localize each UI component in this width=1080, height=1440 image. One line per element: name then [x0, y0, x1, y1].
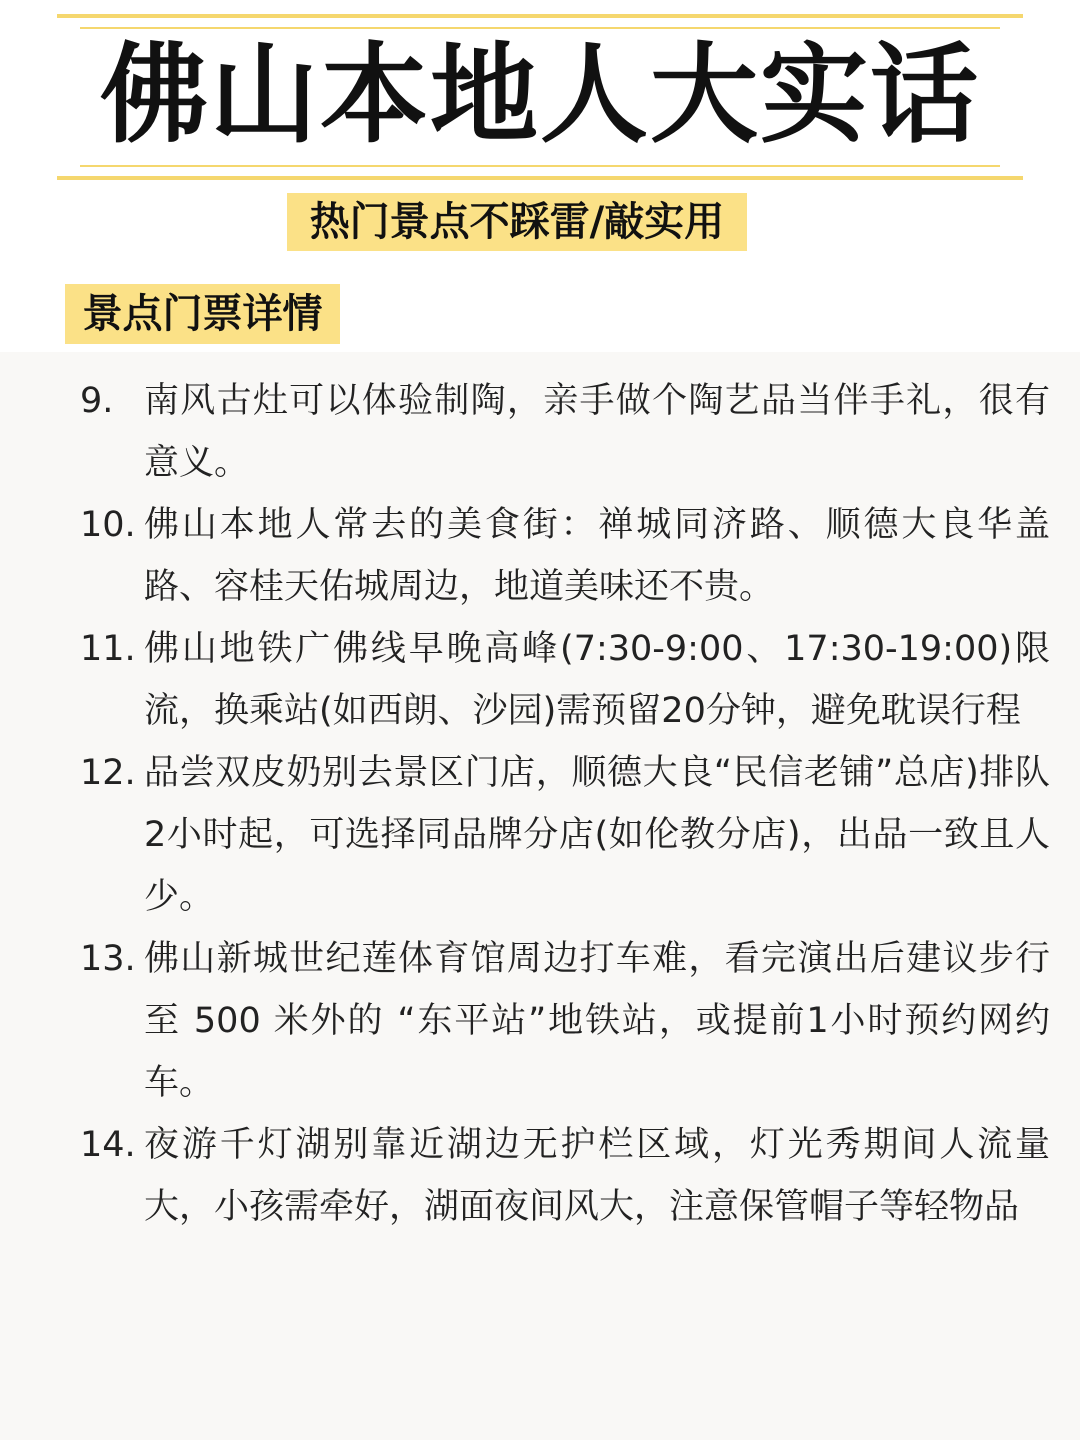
list-item-text: 南风古灶可以体验制陶，亲手做个陶艺品当伴手礼，很有意义。: [144, 381, 1050, 483]
list-item-number: 14.: [80, 1125, 136, 1165]
tips-content: [0, 352, 1080, 1440]
list-item-number: 9.: [80, 381, 114, 421]
list-item: [80, 494, 1050, 618]
tips-list: [80, 370, 1050, 1238]
list-item-text: 品尝双皮奶别去景区门店，顺德大良“民信老铺”总店)排队2小时起，可选择同品牌分店(如伦教分店)，出品一致且人少。: [144, 753, 1050, 917]
list-item: [80, 742, 1050, 928]
list-item-text: 夜游千灯湖别靠近湖边无护栏区域，灯光秀期间人流量大，小孩需牵好，湖面夜间风大，注意保管帽子等轻物品: [144, 1125, 1050, 1227]
list-item-number: 11.: [80, 629, 136, 669]
title-rule-bottom: [57, 176, 1023, 180]
title-rule-inner-top: [80, 27, 1000, 29]
list-item: [80, 1114, 1050, 1238]
section-heading: 景点门票详情: [65, 284, 340, 344]
list-item-text: 佛山地铁广佛线早晚高峰(7:30-9:00、17:30-19:00)限流，换乘站(如西朗、沙园)需预留20分钟，避免耽误行程: [144, 629, 1050, 731]
subtitle-banner: 热门景点不踩雷/敲实用: [287, 193, 747, 251]
list-item: [80, 928, 1050, 1114]
list-item-text: 佛山本地人常去的美食街：禅城同济路、顺德大良华盖路、容桂天佑城周边，地道美味还不贵。: [144, 505, 1050, 607]
list-item-text: 佛山新城世纪莲体育馆周边打车难，看完演出后建议步行至 500 米外的 “东平站”地铁站，或提前1小时预约网约车。: [144, 939, 1050, 1103]
title-block: [0, 0, 1080, 190]
list-item: [80, 370, 1050, 494]
list-item-number: 12.: [80, 753, 136, 793]
page-title: 佛山本地人大实话: [99, 33, 980, 158]
list-item-number: 10.: [80, 505, 136, 545]
title-rule-top: [57, 14, 1023, 18]
list-item-number: 13.: [80, 939, 136, 979]
list-item: [80, 618, 1050, 742]
title-rule-inner-bottom: [80, 165, 1000, 167]
